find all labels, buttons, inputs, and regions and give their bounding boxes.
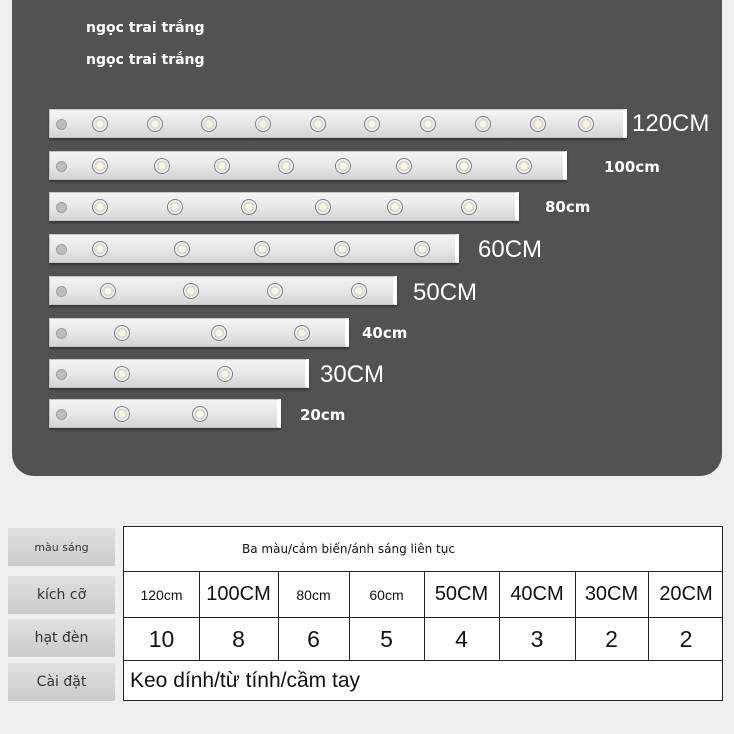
light-strip <box>49 192 519 221</box>
led-bead-icon <box>211 325 227 341</box>
led-bead-icon <box>420 116 436 132</box>
strip-size-label: 80cm <box>545 198 591 216</box>
led-count-cell: 2 <box>679 625 693 652</box>
strip-size-label: 20cm <box>300 406 346 424</box>
led-bead-icon <box>183 283 199 299</box>
strip-size-label: 40cm <box>362 324 408 342</box>
led-count-cell: 4 <box>455 625 468 652</box>
led-bead-icon <box>334 241 350 257</box>
led-bead-icon <box>310 116 326 132</box>
led-bead-icon <box>278 158 294 174</box>
strip-size-label: 120CM <box>632 110 710 137</box>
row-header-install: Cài đặt <box>8 663 115 701</box>
led-bead-icon <box>114 325 130 341</box>
light-strip <box>49 151 567 180</box>
led-bead-icon <box>516 158 532 174</box>
switch-icon <box>56 244 67 255</box>
row-header-leds: hạt đèn <box>8 619 115 657</box>
strip-size-label: 60CM <box>478 236 543 263</box>
light-strip <box>49 318 349 347</box>
led-bead-icon <box>154 158 170 174</box>
led-bead-icon <box>254 241 270 257</box>
light-strip <box>49 276 397 305</box>
led-bead-icon <box>201 116 217 132</box>
led-bead-icon <box>294 325 310 341</box>
caption-1: ngọc trai trắng <box>86 20 205 36</box>
install-value: Keo dính/từ tính/cầm tay <box>130 669 361 692</box>
led-bead-icon <box>387 199 403 215</box>
led-count-cell: 10 <box>148 625 175 652</box>
led-bead-icon <box>267 283 283 299</box>
light-strip <box>49 359 309 388</box>
led-bead-icon <box>335 158 351 174</box>
size-cell: 20CM <box>659 583 713 605</box>
size-cell: 100CM <box>206 583 271 605</box>
led-bead-icon <box>214 158 230 174</box>
led-bead-icon <box>92 241 108 257</box>
led-bead-icon <box>530 116 546 132</box>
led-bead-icon <box>396 158 412 174</box>
strip-size-label: 30CM <box>320 361 385 388</box>
size-cell: 60cm <box>369 586 404 603</box>
switch-icon <box>56 409 67 420</box>
led-bead-icon <box>92 116 108 132</box>
switch-icon <box>56 286 67 297</box>
led-bead-icon <box>364 116 380 132</box>
spec-table <box>123 526 723 701</box>
led-bead-icon <box>174 241 190 257</box>
led-count-cell: 5 <box>380 625 393 652</box>
led-count-cell: 6 <box>307 625 320 652</box>
size-cell: 40CM <box>510 583 564 605</box>
switch-icon <box>56 161 67 172</box>
led-bead-icon <box>167 199 183 215</box>
led-bead-icon <box>92 199 108 215</box>
size-cell: 80cm <box>296 586 331 603</box>
switch-icon <box>56 328 67 339</box>
led-bead-icon <box>114 406 130 422</box>
color-value: Ba màu/cảm biến/ánh sáng liên tục <box>242 542 455 556</box>
led-bead-icon <box>192 406 208 422</box>
strip-size-label: 100cm <box>604 158 660 176</box>
switch-icon <box>56 369 67 380</box>
led-bead-icon <box>456 158 472 174</box>
led-bead-icon <box>241 199 257 215</box>
switch-icon <box>56 119 67 130</box>
led-bead-icon <box>475 116 491 132</box>
led-bead-icon <box>255 116 271 132</box>
led-bead-icon <box>114 366 130 382</box>
led-count-cell: 3 <box>530 625 544 652</box>
strip-size-label: 50CM <box>413 279 478 306</box>
light-strip <box>49 399 281 428</box>
led-bead-icon <box>414 241 430 257</box>
row-header-size: kích cỡ <box>8 576 115 614</box>
led-bead-icon <box>315 199 331 215</box>
led-bead-icon <box>578 116 594 132</box>
size-cell: 120cm <box>140 586 183 603</box>
light-strip <box>49 234 459 263</box>
size-cell: 50CM <box>434 583 489 605</box>
led-bead-icon <box>92 158 108 174</box>
led-count-cell: 8 <box>232 625 245 652</box>
led-bead-icon <box>217 366 233 382</box>
led-count-cell: 2 <box>605 625 618 652</box>
led-bead-icon <box>461 199 477 215</box>
caption-2: ngọc trai trắng <box>86 52 205 68</box>
led-bead-icon <box>147 116 163 132</box>
light-strip <box>49 109 627 138</box>
led-bead-icon <box>351 283 367 299</box>
switch-icon <box>56 202 67 213</box>
row-header-color: màu sáng <box>8 528 115 566</box>
size-cell: 30CM <box>584 583 639 605</box>
led-bead-icon <box>100 283 116 299</box>
